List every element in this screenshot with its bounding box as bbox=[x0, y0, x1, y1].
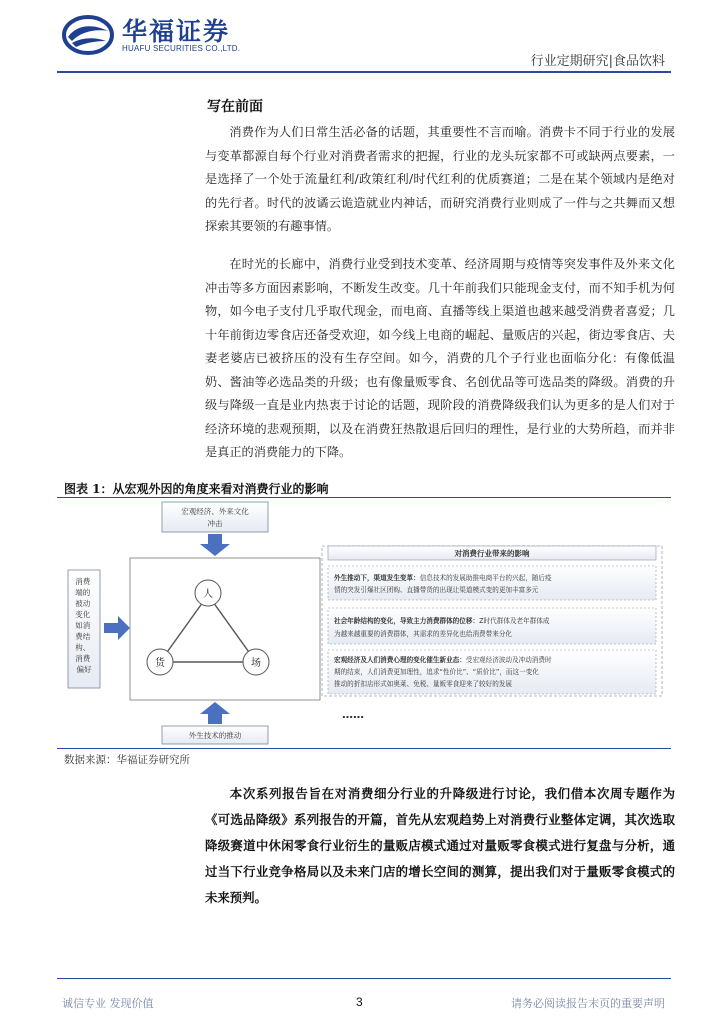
figure-title: 图表 1：从宏观外因的角度来看对消费行业的影响 bbox=[64, 482, 329, 496]
footer-slogan: 诚信专业 发现价值 bbox=[62, 997, 154, 1010]
footer-divider bbox=[57, 978, 671, 979]
figure-bottom-rule bbox=[57, 748, 671, 749]
svg-text:社会年龄结构的变化，导致主力消费群体的位移：Z时代群体及老年: 社会年龄结构的变化，导致主力消费群体的位移：Z时代群体及老年群体成 为越来越重要的消费群体，其需求的差异化也给消费带来分化 bbox=[334, 617, 550, 638]
node-goods-label: 货 bbox=[155, 658, 165, 669]
huafu-logo-icon bbox=[62, 15, 114, 55]
footer-disclaimer: 请务必阅读报告末页的重要声明 bbox=[511, 997, 665, 1010]
node-place-label: 场 bbox=[251, 658, 261, 669]
intro-paragraph: 在时光的长廊中，消费行业受到技术变革、经济周期与疫情等突发事件及外来文化冲击等多方面因素影响，不断发生改变。几十年前我们只能现金支付，而不知手机为何物，如今电子支付几乎取代现金，而电商、直播等线上渠道也越来越受消费者喜爱；几十年前街边零食店还备受欢迎，如今线上电商的崛起、量贩店的兴起，街边零食店、夫妻老婆店已被挤压的没有生存空间。如今，消费的几个子行业也面临分化：有像低温奶、酱油等必选品类的升级；也有像量贩零食、名创优品等可选品类的降级。消费的升级与降级一直是业内热衷于讨论的话题，现阶段的消费降级我们认为更多的是人们对于经济环境的悲观预期，以及在消费狂热散退后回归的理性，是行业的大势所趋，而并非是真正的消费能力的下降。 bbox=[205, 257, 675, 459]
report-type: 行业定期研究|食品饮料 bbox=[530, 54, 665, 69]
figure-source: 数据来源：华福证券研究所 bbox=[64, 754, 190, 766]
section-title: 写在前面 bbox=[207, 99, 263, 115]
intro-paragraph: 消费作为人们日常生活必备的话题，其重要性不言而喻。消费卡不同于行业的发展与变革都源自每个行业对消费者需求的把握，行业的龙头玩家都不可或缺两点要素，一是选择了一个处于流量红利/政策红利/时代红利的优质赛道；二是在某个领域内是绝对的先行者。时代的波谲云诡造就业内神话，而研究消费行业则成了一件与之共舞而又想探索其要领的有趣事情。 bbox=[205, 125, 675, 233]
svg-text:外生推动下，渠道发生变革：信息技术的发展助推电商平台的兴起，: 外生推动下，渠道发生变革：信息技术的发展助推电商平台的兴起，随后疫 情的突发引爆社区团购、直播带货的出现让渠道模式变的更加丰富多元 bbox=[334, 574, 552, 594]
page-number: 3 bbox=[356, 995, 363, 1009]
node-people-label: 人 bbox=[203, 589, 213, 600]
logo-text: 华福证券 bbox=[122, 17, 231, 46]
figure-top-rule bbox=[57, 497, 671, 498]
impact-diagram bbox=[60, 500, 670, 746]
people-goods-place-frame bbox=[130, 558, 320, 700]
impact-item bbox=[328, 566, 656, 600]
header-divider bbox=[57, 71, 671, 73]
arrow-icon bbox=[200, 702, 230, 724]
macro-box-text: 冲击 bbox=[207, 519, 223, 528]
impact-title: 对消费行业带来的影响 bbox=[454, 549, 530, 558]
ellipsis: …… bbox=[342, 708, 364, 721]
conclusion-paragraph: 本次系列报告旨在对消费细分行业的升降级进行讨论，我们借本次周专题作为《可选品降级》系列报告的开篇，首先从宏观趋势上对消费行业整体定调，其次选取降级赛道中休闲零食行业衍生的量贩店模式通过对量贩零食模式进行复盘与分析，通过当下行业竞争格局以及未来门店的增长空间的测算，提出我们对于量贩零食模式的未来预判。 bbox=[205, 786, 675, 905]
arrow-icon bbox=[200, 534, 230, 556]
macro-box-text: 宏观经济、外来文化 bbox=[181, 507, 249, 516]
svg-text:宏观经济及人们消费心理的变化催生新业态：受宏观经济波动及冲动: 宏观经济及人们消费心理的变化催生新业态：受宏观经济波动及冲动消费时 期的结束，人们消费更加理性，追求“性价比”、“质价比”，而这一变化 推动的折扣店形式如奥莱、免税、量贩零食迎来了较好的发展 bbox=[334, 656, 552, 688]
arrow-icon bbox=[104, 616, 130, 640]
logo-english-text: HUAFU SECURITIES CO.,LTD. bbox=[122, 44, 241, 53]
impact-item bbox=[328, 608, 656, 644]
tech-box-text: 外生技术的推动 bbox=[188, 731, 242, 740]
consumer-change-text: 消费 端的 被动 变化 如消 费结 构、 消费 偏好 bbox=[75, 577, 92, 674]
